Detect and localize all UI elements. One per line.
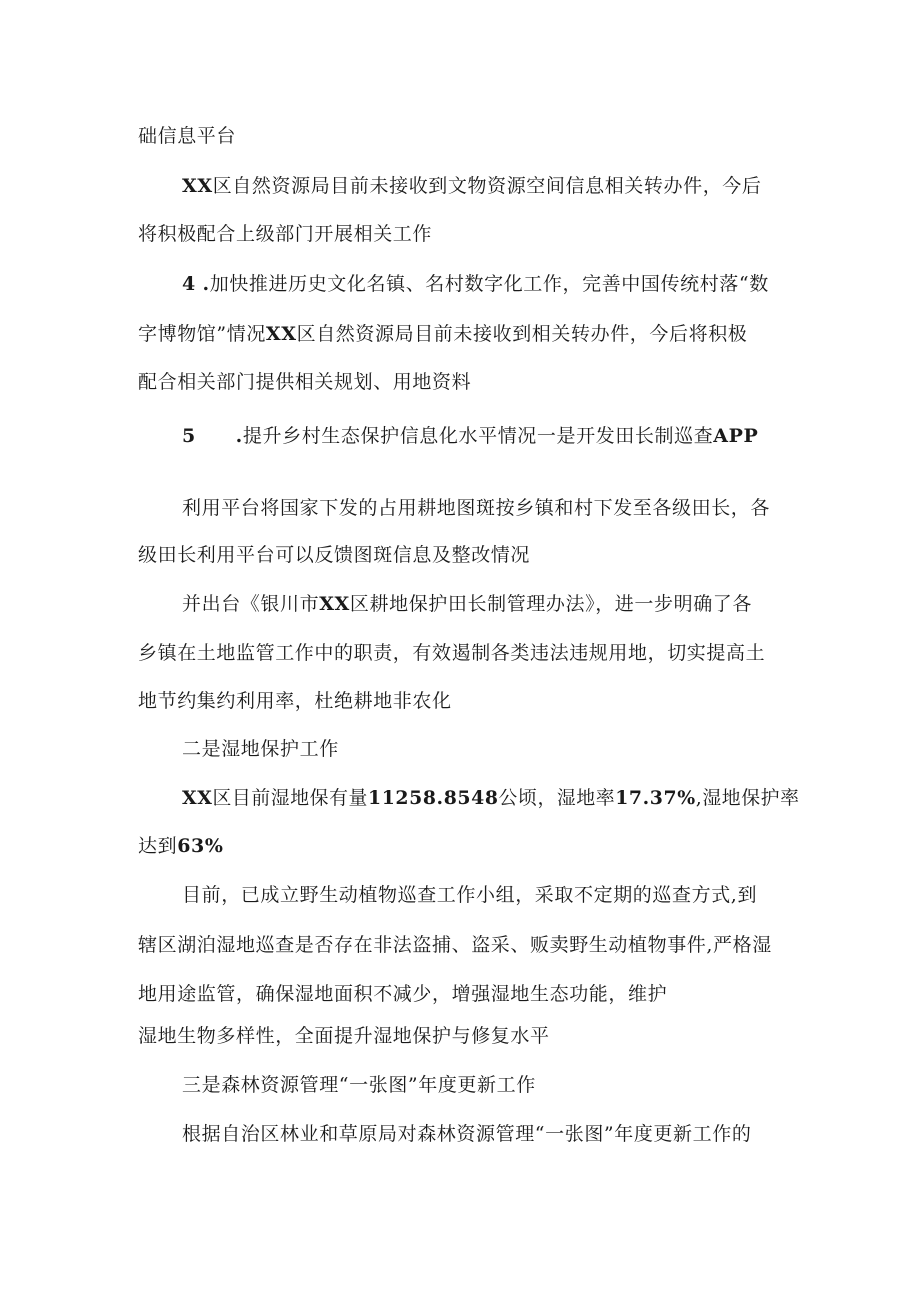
text-line: 础信息平台 xyxy=(138,125,237,147)
text-line: 达到63% xyxy=(138,835,224,857)
text-line: 辖区湖泊湿地巡查是否存在非法盗捕、盗采、贩卖野生动植物事件,严格湿 xyxy=(138,934,772,956)
text-line: 4 .加快推进历史文化名镇、名村数字化工作，完善中国传统村落“数 xyxy=(182,273,769,295)
text-line: 目前，已成立野生动植物巡查工作小组，采取不定期的巡查方式,到 xyxy=(182,884,758,906)
text-line: 字博物馆”情况XX区自然资源局目前未接收到相关转办件，今后将积极 xyxy=(138,323,748,345)
text-line: 配合相关部门提供相关规划、用地资料 xyxy=(138,371,472,393)
text-line: 地节约集约利用率，杜绝耕地非农化 xyxy=(138,690,452,712)
text-line: 利用平台将国家下发的占用耕地图斑按乡镇和村下发至各级田长，各 xyxy=(182,497,771,519)
text-line: 根据自治区林业和草原局对森林资源管理“一张图”年度更新工作的 xyxy=(182,1123,752,1145)
text-line: 5 .提升乡村生态保护信息化水平情况一是开发田长制巡查APP xyxy=(182,425,759,447)
text-line: 级田长利用平台可以反馈图斑信息及整改情况 xyxy=(138,544,531,566)
text-line: 三是森林资源管理“一张图”年度更新工作 xyxy=(182,1074,536,1096)
text-line: 并出台《银川市XX区耕地保护田长制管理办法》，进一步明确了各 xyxy=(182,593,752,615)
text-line: 乡镇在土地监管工作中的职责，有效遏制各类违法违规用地，切实提高土 xyxy=(138,642,766,664)
text-line: 地用途监管，确保湿地面积不减少，增强湿地生态功能，维护 xyxy=(138,983,668,1005)
text-line: XX区自然资源局目前未接收到文物资源空间信息相关转办件，今后 xyxy=(182,175,762,197)
text-line: 将积极配合上级部门开展相关工作 xyxy=(138,223,433,245)
text-line: 二是湿地保护工作 xyxy=(182,738,339,760)
text-line: 湿地生物多样性，全面提升湿地保护与修复水平 xyxy=(138,1025,550,1047)
text-line: XX区目前湿地保有量11258.8548公顷，湿地率17.37%,湿地保护率 xyxy=(182,787,800,809)
